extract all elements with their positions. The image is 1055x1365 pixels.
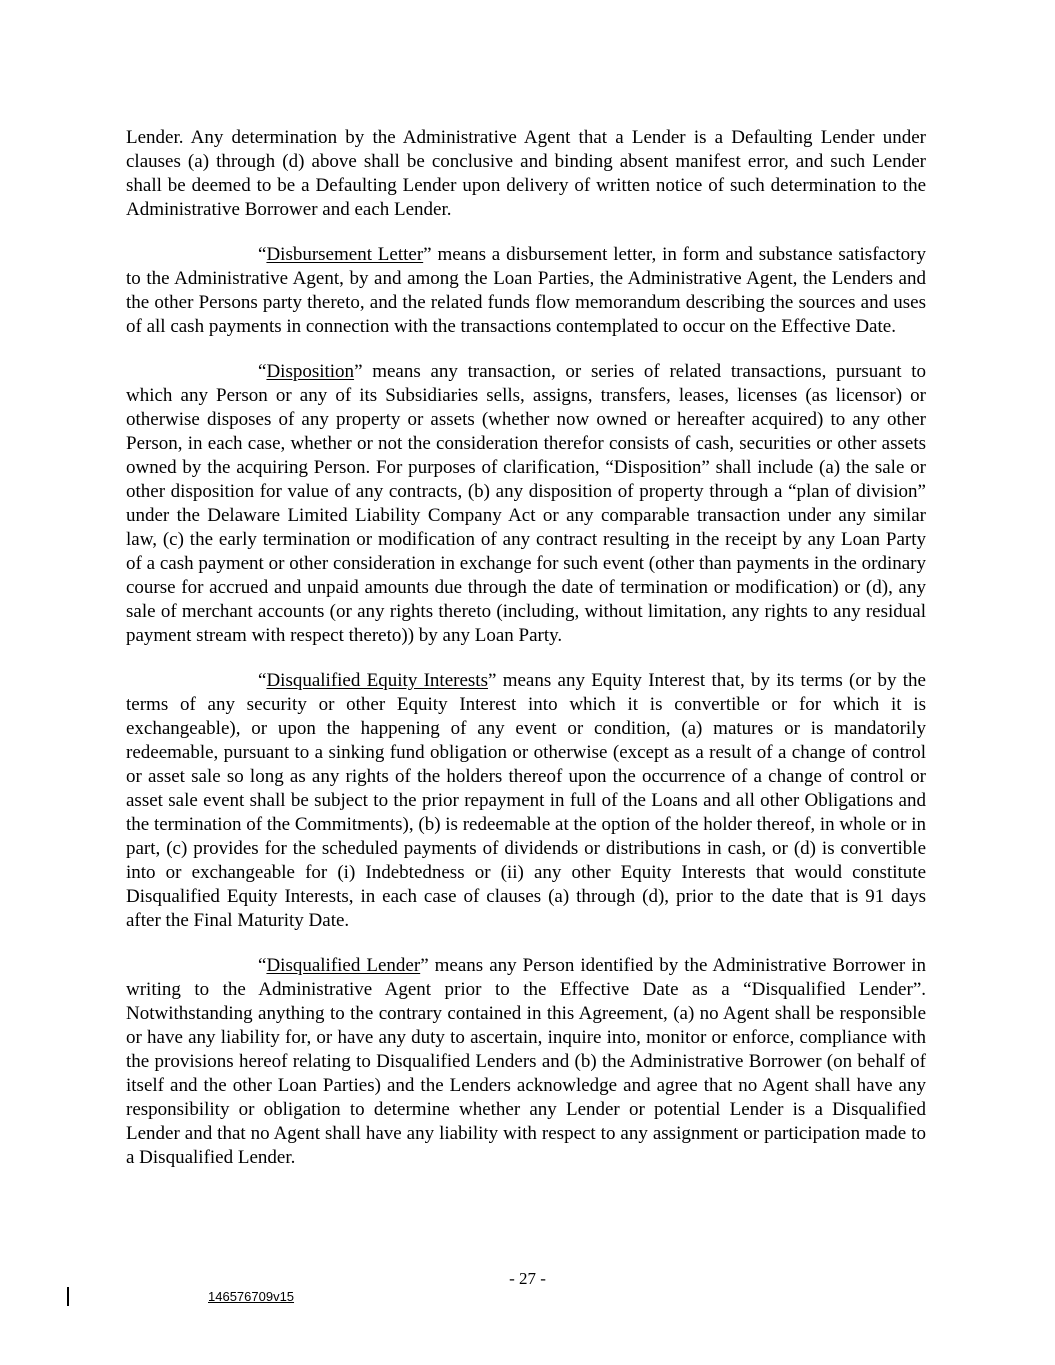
defined-term: Disbursement Letter <box>266 244 424 265</box>
document-id: 146576709v15 <box>208 1289 295 1304</box>
defined-term: Disposition <box>266 361 355 382</box>
definition-disqualified-equity-interests <box>126 669 926 933</box>
revision-margin-bar <box>67 1287 69 1306</box>
definition-disposition <box>126 360 926 648</box>
open-quote: “ <box>258 244 267 265</box>
definition-disqualified-lender <box>126 954 926 1170</box>
close-quote: ” <box>487 670 497 691</box>
page-number: - 27 - <box>509 1269 546 1288</box>
definition-text: means any Equity Interest that, by its terms (or by the terms of any security or other Equity Interest into which it is convertible or for which it is exchangeable), or upon the happening of any event or condition, (a) matures or is mandatorily redeemable, pursuant to a sinking fund obligation or otherwise (except as a result of a change of control or asset sale so long as any rights of the holders thereof upon the occurrence of a change of control or asset sale event shall be subject to the prior repayment in full of the Loans and all other Obligations and the termination of the Commitments), (b) is redeemable at the option of the holder thereof, in whole or in part, (c) provides for the scheduled payments of dividends or distributions in cash, or (d) is convertible into or exchangeable for (i) Indebtedness or (ii) any other Equity Interests that would constitute Disqualified Equity Interests, in each case of clauses (a) through (d), prior to the date that is 91 days after the Final Maturity Date. <box>126 670 926 931</box>
definition-text: means a disbursement letter, in form and substance satisfactory to the Administrative Agent, by and among the Loan Parties, the Administrative Agent, the Lenders and the other Persons party thereto, and the related funds flow memorandum describing the sources and uses of all cash payments in connection with the transactions contemplated to occur on the Effective Date. <box>126 244 926 337</box>
defined-term: Disqualified Equity Interests <box>266 670 488 691</box>
close-quote: ” <box>420 955 429 976</box>
definition-disbursement-letter <box>126 243 926 339</box>
document-body <box>126 126 926 1191</box>
definition-text: means any Person identified by the Administrative Borrower in writing to the Administrative Agent prior to the Effective Date as a “Disqualified Lender”. Notwithstanding anything to the contrary contained in this Agreement, (a) no Agent shall be responsible or have any liability for, or have any duty to ascertain, inquire into, monitor or enforce, compliance with the provisions hereof relating to Disqualified Lenders and (b) the Administrative Borrower (on behalf of itself and the other Loan Parties) and the Lenders acknowledge and agree that no Agent shall have any responsibility or obligation to determine whether any Lender or potential Lender is a Disqualified Lender and that no Agent shall have any liability with respect to any assignment or participation made to a Disqualified Lender. <box>126 955 926 1168</box>
open-quote: “ <box>258 955 267 976</box>
open-quote: “ <box>258 670 267 691</box>
close-quote: ” <box>354 361 363 382</box>
close-quote: ” <box>423 244 432 265</box>
open-quote: “ <box>258 361 267 382</box>
defined-term: Disqualified Lender <box>266 955 421 976</box>
continuation-paragraph: Lender. Any determination by the Administrative Agent that a Lender is a Defaulting Lender under clauses (a) through (d) above shall be conclusive and binding absent manifest error, and such Lender shall be deemed to be a Defaulting Lender upon delivery of written notice of such determination to the Administrative Borrower and each Lender. <box>126 127 926 220</box>
definition-text: means any transaction, or series of related transactions, pursuant to which any Person or any of its Subsidiaries sells, assigns, transfers, leases, licenses (as licensor) or otherwise disposes of any property or assets (whether now owned or hereafter acquired) to any other Person, in each case, whether or not the consideration therefor consists of cash, securities or other assets owned by the acquiring Person. For purposes of clarification, “Disposition” shall include (a) the sale or other disposition for value of any contracts, (b) any disposition of property through a “plan of division” under the Delaware Limited Liability Company Act or any comparable transaction under any similar law, (c) the early termination or modification of any contract resulting in the receipt by any Loan Party of a cash payment or other consideration in exchange for such event (other than payments in the ordinary course for accrued and unpaid amounts due through the date of termination or modification) or (d), any sale of merchant accounts (or any rights thereto (including, without limitation, any rights to any residual payment stream with respect thereto)) by any Loan Party. <box>126 361 926 646</box>
